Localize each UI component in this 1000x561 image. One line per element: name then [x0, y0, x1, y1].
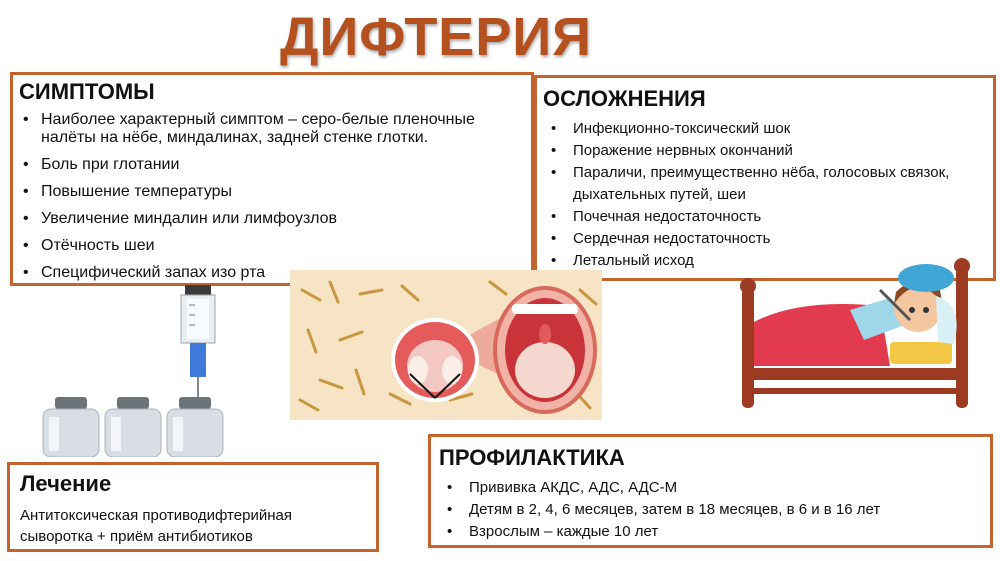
vial-icon — [105, 397, 161, 457]
symptoms-heading: СИМПТОМЫ — [19, 79, 155, 104]
list-item: • Сердечная недостаточность — [543, 228, 987, 250]
list-item: • Прививка АКДС, АДС, АДС-М — [439, 477, 982, 499]
list-item: • Специфический запах изо рта — [19, 264, 525, 282]
list-item: • Параличи, преимущественно нёба, голосовых связок, дыхательных путей, шеи — [543, 162, 987, 206]
page-title: ДИФТЕРИЯ — [280, 7, 592, 67]
list-item: • Почечная недостаточность — [543, 206, 987, 228]
treatment-heading: Лечение — [20, 471, 112, 496]
list-item: • Отёчность шеи — [19, 237, 525, 255]
syringe-icon — [181, 285, 215, 403]
throat-closeup-icon — [393, 320, 477, 400]
list-item: • Поражение нервных окончаний — [543, 140, 987, 162]
vial-icon — [167, 397, 223, 457]
symptoms-list — [19, 111, 525, 282]
list-item: • Взрослым – каждые 10 лет — [439, 521, 982, 543]
list-item: • Летальный исход — [543, 250, 987, 272]
blanket-icon — [754, 298, 902, 366]
prevention-panel — [428, 434, 993, 548]
throat-bacteria-illustration — [290, 270, 602, 420]
list-item: • Детям в 2, 4, 6 месяцев, затем в 18 месяцев, в 6 и в 16 лет — [439, 499, 982, 521]
prevention-heading: ПРОФИЛАКТИКА — [439, 445, 625, 470]
treatment-text: Антитоксическая противодифтерийная сыворотка + приём антибиотиков — [20, 507, 292, 545]
list-item: • Повышение температуры — [19, 183, 525, 201]
symptoms-panel — [10, 72, 534, 286]
list-item: • Инфекционно-токсический шок — [543, 118, 987, 140]
sick-child-illustration — [740, 248, 980, 413]
list-item: • Увеличение миндалин или лимфоузлов — [19, 210, 525, 228]
complications-heading: ОСЛОЖНЕНИЯ — [543, 86, 706, 111]
list-item: • Наиболее характерный симптом – серо-белые пленочные налёты на нёбе, миндалинах, задней стенке глотки. — [19, 111, 525, 147]
prevention-list — [439, 477, 982, 543]
open-mouth-icon — [495, 288, 595, 412]
vial-icon — [43, 397, 99, 457]
treatment-panel — [7, 462, 379, 552]
list-item: • Боль при глотании — [19, 156, 525, 174]
vaccine-vials-illustration — [35, 285, 235, 457]
